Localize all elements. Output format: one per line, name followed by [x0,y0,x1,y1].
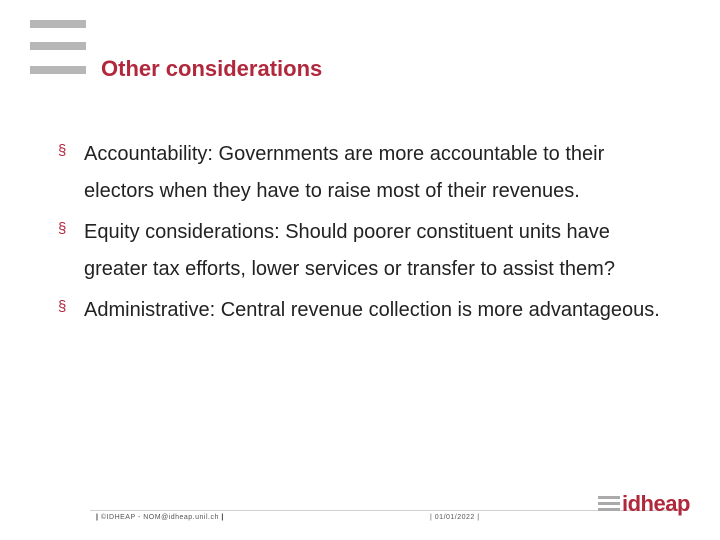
footer-separator: | [96,514,99,521]
bullet-text: Equity considerations: Should poorer constituent units have greater tax efforts, lower services or transfer to assist them? [84,221,615,280]
bullet-item [58,292,678,329]
bullet-marker: § [58,298,67,315]
footer-date-block [430,514,480,521]
bullet-text: Accountability: Governments are more accountable to their electors when they have to raise most of their revenues. [84,143,605,202]
logo-bar [30,42,86,50]
footer-separator: | [477,514,480,521]
footer-left [96,514,224,521]
logo-bars-icon [30,20,86,76]
slide-title: Other considerations [101,56,323,81]
footer-date: 01/01/2022 [434,514,475,521]
bars-icon [598,494,620,514]
footer-copyright: ©IDHEAP - NOM@idheap.unil.ch [100,514,219,521]
brand-logo [598,490,690,518]
footer-separator: | [221,514,224,521]
brand-name: idheap [622,491,690,516]
bullet-item [58,214,678,288]
bullet-list [58,136,678,333]
footer-separator: | [430,514,433,521]
bullet-item [58,136,678,210]
logo-bar [30,66,86,74]
logo-bar [30,20,86,28]
bullet-marker: § [58,220,67,237]
bullet-marker: § [58,142,67,159]
bullet-text: Administrative: Central revenue collection is more advantageous. [84,299,660,321]
